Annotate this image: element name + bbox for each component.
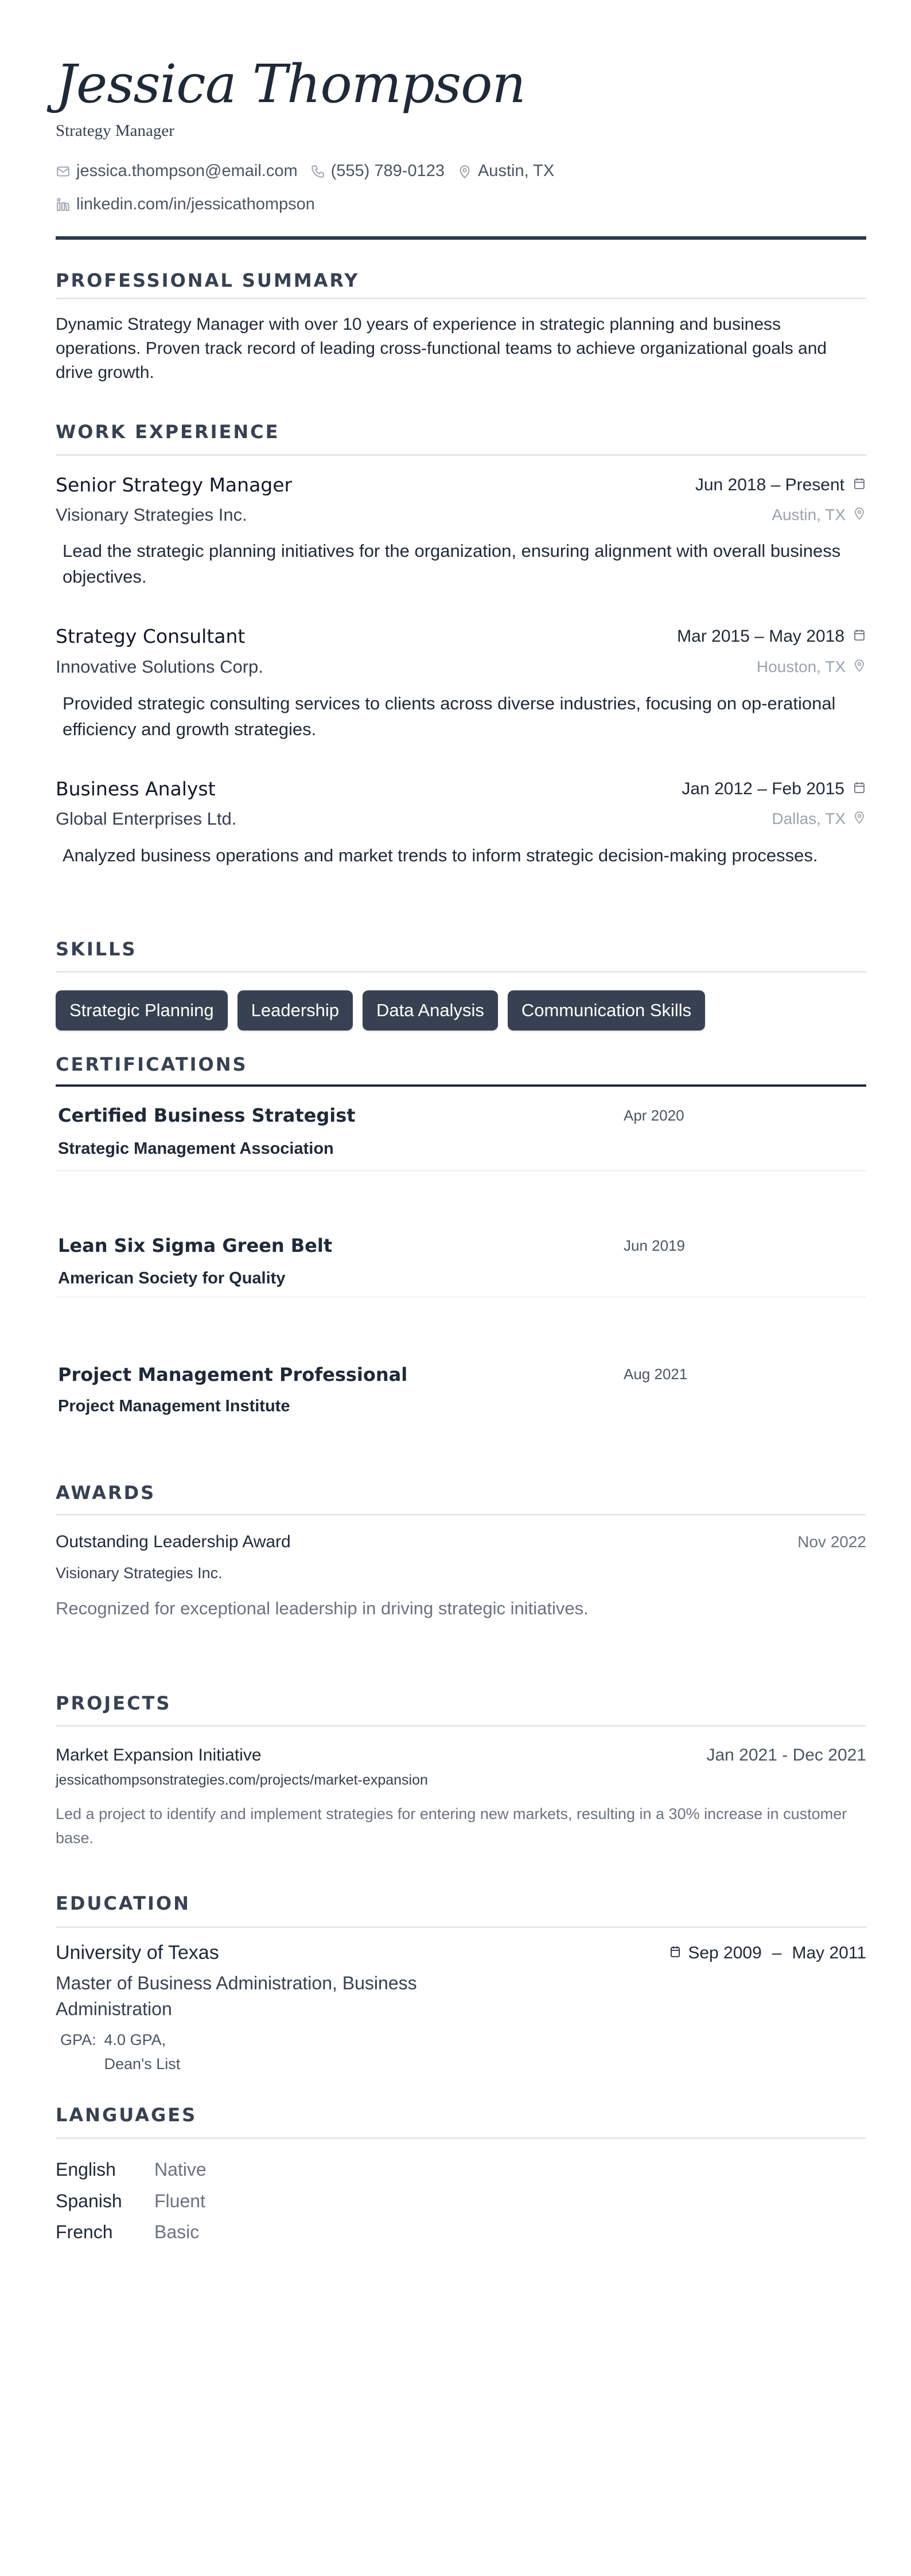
summary-heading: PROFESSIONAL SUMMARY [56, 270, 360, 291]
contact-row-2 [56, 195, 315, 214]
education-heading: EDUCATION [56, 1892, 190, 1914]
map-pin-icon [852, 506, 866, 524]
section-divider [56, 1084, 866, 1087]
project-title: Market Expansion Initiative [56, 1746, 262, 1765]
cert-issuer: Strategic Management Association [58, 1139, 334, 1158]
section-divider [56, 1725, 866, 1727]
projects-heading: PROJECTS [56, 1692, 172, 1714]
map-pin-icon [852, 658, 866, 676]
job-subheader [56, 657, 866, 677]
contact-email[interactable] [56, 162, 298, 181]
candidate-title: Strategy Manager [56, 122, 174, 140]
language-level: Native [154, 2159, 207, 2180]
candidate-name: Jessica Thompson [56, 53, 525, 115]
job-location-text: Dallas, TX [772, 810, 846, 828]
section-divider [56, 454, 866, 456]
linkedin-text: linkedin.com/in/jessicathompson [76, 195, 315, 213]
cert-name: Lean Six Sigma Green Belt [58, 1235, 333, 1256]
language-item [56, 2191, 205, 2212]
contact-linkedin[interactable] [56, 195, 315, 214]
skills-heading: SKILLS [56, 938, 137, 960]
job-description: Lead the strategic planning initiatives for the organization, ensuring alignment with overall business objectives. [63, 541, 841, 587]
job-description: Analyzed business operations and market trends to inform strategic decision-making processes. [63, 845, 818, 865]
contact-phone[interactable] [310, 162, 445, 181]
cert-separator [56, 1170, 866, 1172]
education-dates [668, 1943, 866, 1963]
cert-date: Apr 2020 [624, 1107, 684, 1124]
cert-name: Project Management Professional [58, 1364, 408, 1385]
header-divider [56, 236, 866, 240]
language-name: French [56, 2222, 113, 2242]
award-organization: Visionary Strategies Inc. [56, 1564, 223, 1582]
section-divider [56, 971, 866, 973]
job-header [56, 625, 866, 647]
skills-list [56, 990, 705, 1031]
languages-heading: LANGUAGES [56, 2104, 197, 2126]
award-description: Recognized for exceptional leadership in driving strategic initiatives. [56, 1598, 589, 1618]
education-gpa [60, 2028, 180, 2076]
calendar-icon [668, 1943, 682, 1963]
cert-issuer: Project Management Institute [58, 1397, 290, 1415]
location-text: Austin, TX [477, 162, 555, 180]
contact-location [457, 162, 554, 181]
calendar-icon [852, 779, 866, 799]
education-end: May 2011 [792, 1943, 866, 1962]
job-location [772, 810, 866, 828]
date-separator: – [772, 1943, 782, 1962]
award-title: Outstanding Leadership Award [56, 1532, 291, 1551]
section-divider [56, 2137, 866, 2139]
language-item [56, 2222, 199, 2243]
section-divider [56, 298, 866, 299]
education-degree: Master of Business Administration, Business Administration [56, 1973, 417, 2019]
section-divider [56, 1514, 866, 1516]
job-title: Business Analyst [56, 778, 216, 800]
cert-separator [56, 1296, 866, 1298]
education-header [56, 1942, 866, 1964]
awards-heading: AWARDS [56, 1482, 156, 1504]
phone-text: (555) 789-0123 [330, 162, 445, 180]
cert-issuer: American Society for Quality [58, 1269, 286, 1287]
linkedin-icon [56, 197, 71, 212]
gpa-label: GPA: [60, 2031, 96, 2048]
experience-heading: WORK EXPERIENCE [56, 421, 280, 443]
gpa-value: 4.0 GPA, [104, 2031, 166, 2048]
job-title: Senior Strategy Manager [56, 474, 293, 496]
job-dates [682, 779, 866, 799]
job-subheader [56, 505, 866, 525]
gpa-values [104, 2028, 181, 2076]
phone-icon [310, 164, 325, 179]
project-description: Led a project to identify and implement strategies for entering new markets, resulting in a 30% increase in customer base. [56, 1805, 847, 1847]
job-location [757, 658, 866, 676]
contact-row [56, 162, 554, 181]
skill-chip: Leadership [238, 990, 353, 1031]
skill-chip: Data Analysis [363, 990, 498, 1031]
mail-icon [56, 164, 71, 179]
language-name: Spanish [56, 2191, 122, 2211]
section-divider [56, 1926, 866, 1928]
job-location-text: Austin, TX [772, 506, 846, 524]
job-subheader [56, 809, 866, 829]
map-pin-icon [457, 164, 472, 179]
job-company: Global Enterprises Ltd. [56, 809, 237, 829]
job-header [56, 778, 866, 800]
cert-date: Aug 2021 [624, 1365, 688, 1383]
job-title: Strategy Consultant [56, 625, 246, 647]
language-level: Basic [154, 2222, 200, 2242]
job-header [56, 474, 866, 496]
certifications-heading: CERTIFICATIONS [56, 1053, 248, 1075]
email-text: jessica.thompson@email.com [76, 162, 298, 180]
award-header [56, 1532, 866, 1552]
calendar-icon [852, 627, 866, 646]
summary-text: Dynamic Strategy Manager with over 10 years of experience in strategic planning and business operations. Proven track record of leading cross-functional teams to achieve organizational goals and drive growth. [56, 315, 827, 382]
skill-chip: Strategic Planning [56, 990, 228, 1031]
skill-chip: Communication Skills [508, 990, 705, 1031]
job-description: Provided strategic consulting services to clients across diverse industries, focusing on op-erational efficiency and growth strategies. [63, 693, 836, 739]
language-name: English [56, 2159, 116, 2180]
job-dates-text: Jun 2018 – Present [695, 475, 844, 494]
job-dates-text: Mar 2015 – May 2018 [677, 626, 844, 646]
job-location-text: Houston, TX [756, 658, 846, 676]
project-header [56, 1746, 866, 1765]
language-level: Fluent [154, 2191, 205, 2211]
job-company: Visionary Strategies Inc. [56, 505, 247, 525]
map-pin-icon [852, 810, 866, 828]
job-dates [695, 475, 866, 495]
education-school: University of Texas [56, 1942, 219, 1964]
project-dates: Jan 2021 - Dec 2021 [706, 1746, 866, 1765]
job-location [772, 506, 866, 524]
calendar-icon [852, 475, 866, 495]
language-item [56, 2159, 207, 2180]
education-start: Sep 2009 [688, 1943, 762, 1962]
project-link[interactable]: jessicathompsonstrategies.com/projects/market-expansion [56, 1772, 428, 1788]
job-company: Innovative Solutions Corp. [56, 657, 263, 677]
job-dates [677, 627, 866, 646]
honors: Dean's List [104, 2055, 181, 2072]
cert-date: Jun 2019 [624, 1237, 685, 1254]
job-dates-text: Jan 2012 – Feb 2015 [682, 779, 844, 798]
cert-name: Certified Business Strategist [58, 1104, 356, 1126]
award-date: Nov 2022 [797, 1533, 866, 1551]
